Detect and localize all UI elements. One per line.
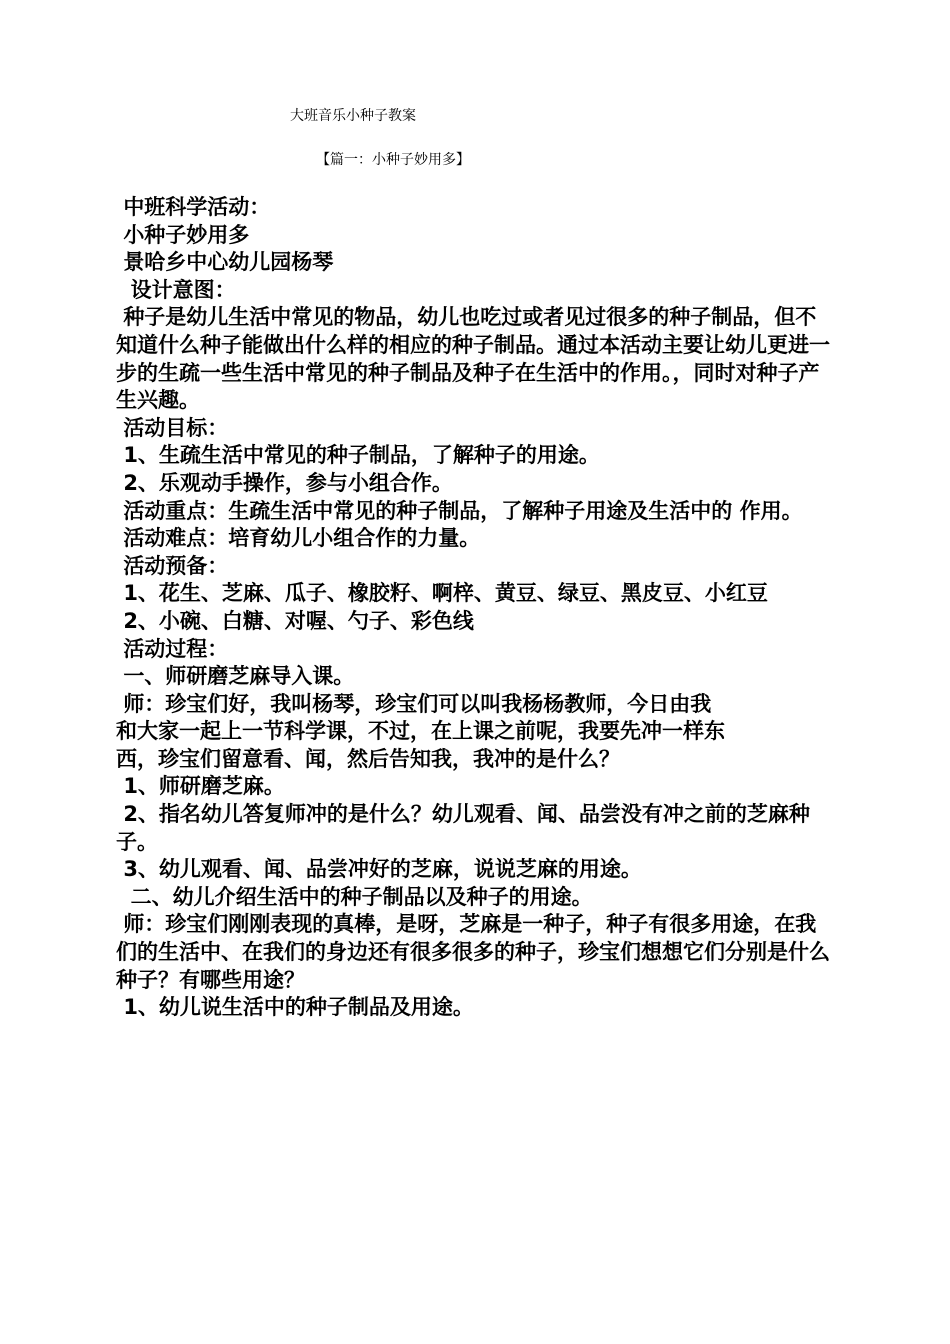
section-process: 活动过程：	[116, 636, 229, 661]
document-subtitle: 【篇一：小种子妙用多】	[316, 152, 470, 168]
author-line: 景哈乡中心幼儿园杨琴	[116, 250, 334, 275]
process-substep-3: 3、幼儿观看、闻、品尝冲好的芝麻，说说芝麻的用途。	[116, 857, 642, 882]
paragraph-design-intent: 种子是幼儿生活中常见的物品，幼儿也吃过或者见过很多的种子制品，但不知道什么种子能做出什么样的相应的种子制品。通过本活动主要让幼儿更进一步的生疏一些生活中常见的种子制品及种子在生活中的作用。，同时对种子产生兴趣。	[116, 305, 830, 413]
document-title: 大班音乐小种子教案	[290, 108, 416, 124]
process-substep-4: 1、幼儿说生活中的种子制品及用途。	[116, 995, 474, 1020]
teacher-speech-1: 师：珍宝们好，我叫杨琴，珍宝们可以叫我杨杨教师，今日由我 和大家一起上一节科学课，不过，在上课之前呢，我要先冲一样东 西，珍宝们留意看、闻，然后告知我，我冲的是什么？	[116, 691, 725, 771]
preparation-item-1: 1、花生、芝麻、瓜子、橡胶籽、啊梓、黄豆、绿豆、黑皮豆、小红豆	[116, 581, 768, 606]
section-goals: 活动目标：	[116, 415, 229, 440]
process-step-1: 一、师研磨芝麻导入课。	[116, 664, 355, 689]
paragraph-difficulty: 活动难点：培育幼儿小组合作的力量。	[116, 526, 481, 551]
heading-topic: 小种子妙用多	[116, 222, 250, 247]
process-substep-1: 1、师研磨芝麻。	[116, 774, 285, 799]
document-body	[116, 194, 832, 1022]
goal-item-1: 1、生疏生活中常见的种子制品，了解种子的用途。	[116, 443, 600, 468]
process-substep-2: 2、指名幼儿答复师冲的是什么？幼儿观看、闻、品尝没有冲之前的芝麻种子。	[116, 802, 810, 854]
process-step-2: 二、幼儿介绍生活中的种子制品以及种子的用途。	[116, 884, 593, 909]
heading-activity: 中班科学活动：	[116, 195, 271, 219]
preparation-item-2: 2、小碗、白糖、对喔、勺子、彩色线	[116, 608, 474, 633]
paragraph-key-point: 活动重点：生疏生活中常见的种子制品，了解种子用途及生活中的 作用。	[116, 498, 803, 523]
goal-item-2: 2、乐观动手操作，参与小组合作。	[116, 470, 453, 495]
section-preparation: 活动预备：	[116, 553, 229, 578]
teacher-speech-2: 师：珍宝们刚刚表现的真棒，是呀，芝麻是一种子，种子有很多用途，在我们的生活中、在我们的身边还有很多很多的种子，珍宝们想想它们分别是什么种子？有哪些用途？	[116, 912, 830, 992]
section-design-intent: 设计意图：	[116, 277, 236, 302]
